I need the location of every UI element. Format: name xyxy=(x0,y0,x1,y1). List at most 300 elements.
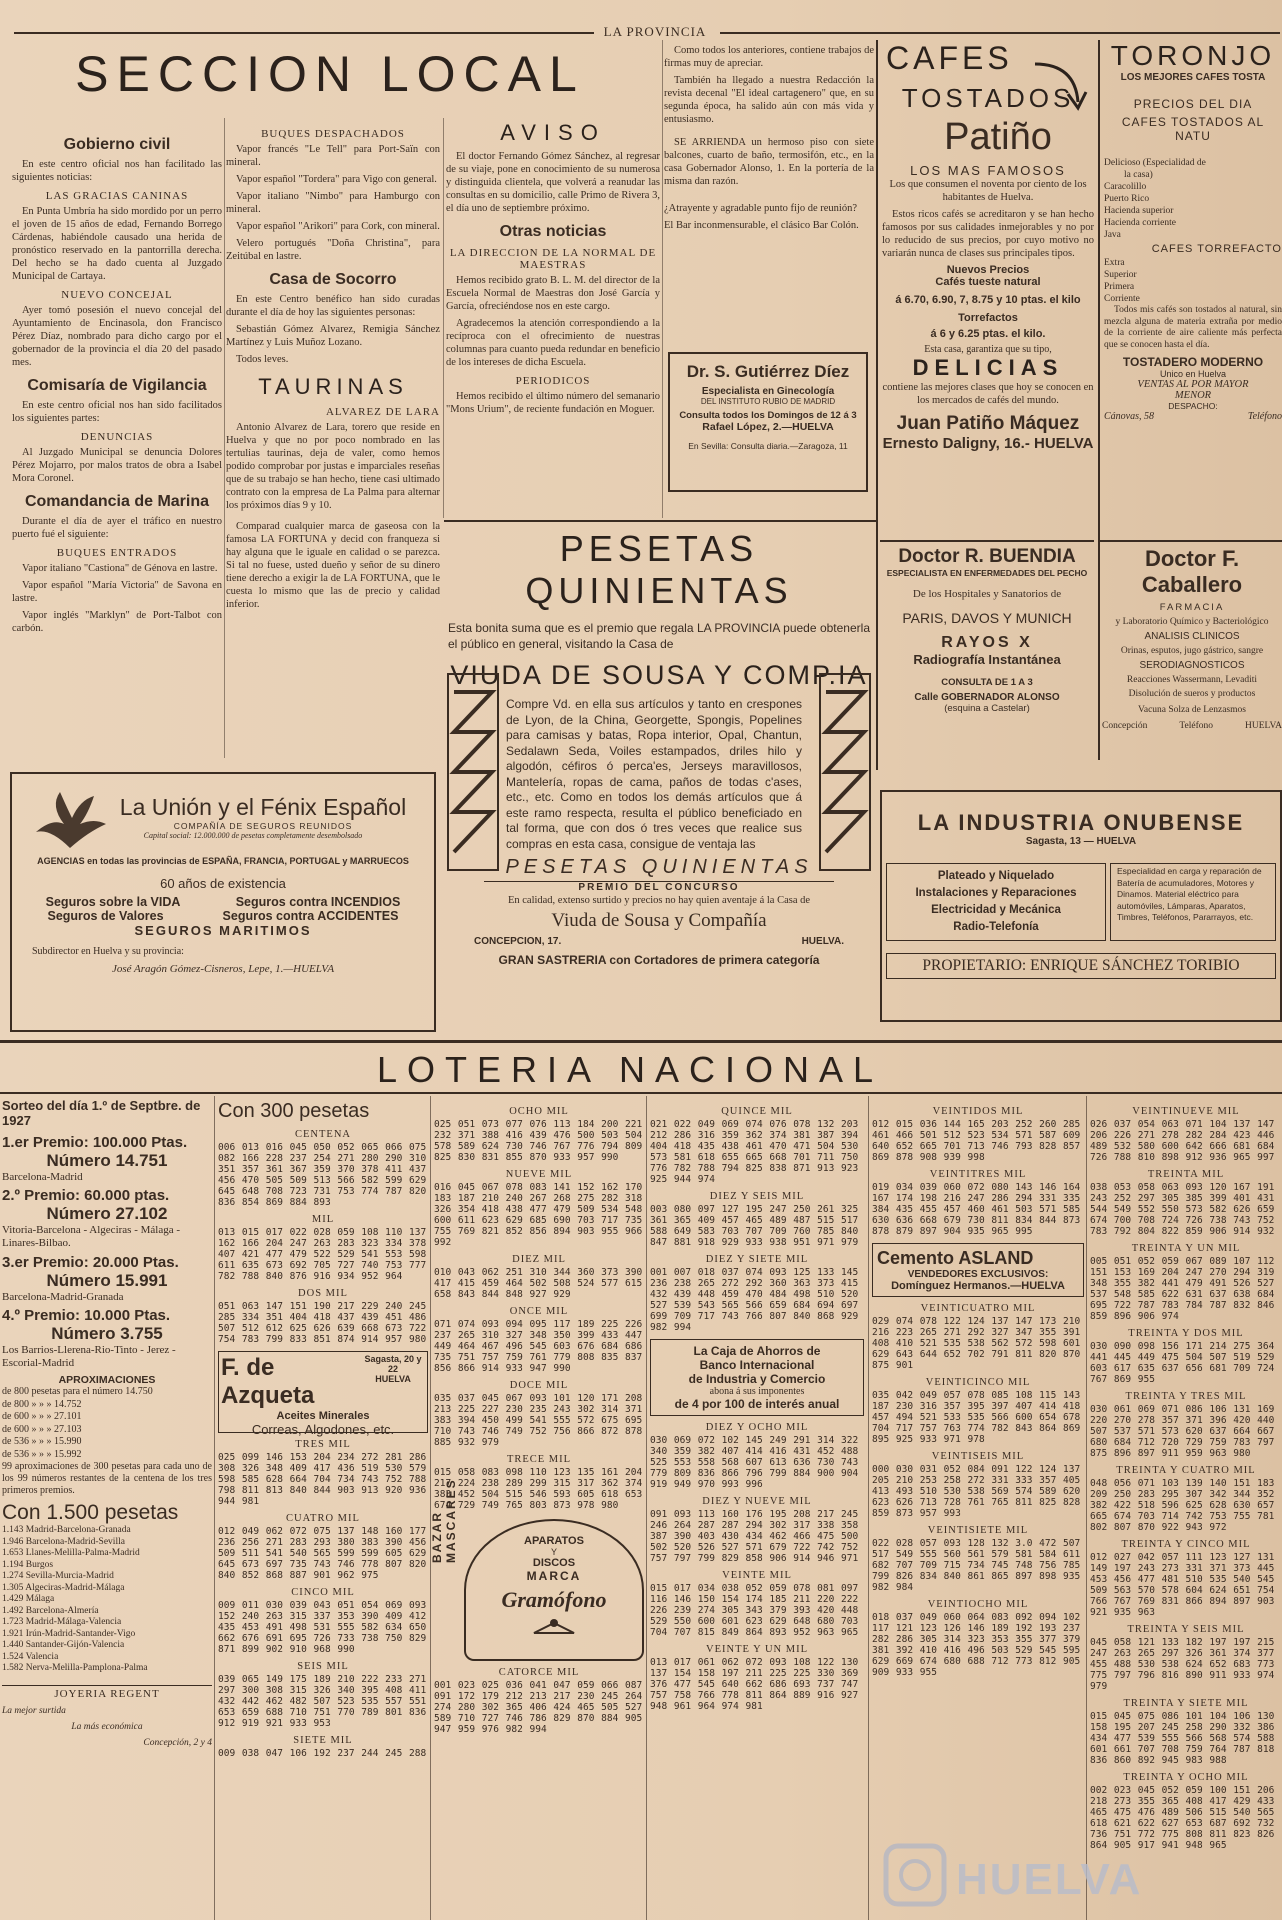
veintidos-mil-numbers: 012 015 036 144 165 203 252 260 285 461 466 501 512 523 534 571 587 609 640 652 665 701 713 746 793 828 857 869 878 908 939 998 xyxy=(872,1119,1081,1163)
asland-l2: Domínguez Hermanos.—HUELVA xyxy=(891,1280,1065,1292)
buendia-l3: PARIS, DAVOS Y MUNICH xyxy=(902,610,1072,626)
caballero-l3: ANALISIS CLINICOS xyxy=(1144,631,1240,642)
otras-p2: Agradecemos la atención correspondiendo a la recíproca con el ofrecimiento de nuestras columnas para cuanto pueda redundar en beneficio de los intereses de dicha Escuela. xyxy=(446,318,660,368)
marina-p2: Vapor italiano "Castiona" de Génova en lastre. xyxy=(22,563,218,574)
cafes-p6: Torrefactos xyxy=(958,312,1018,324)
aproximaciones-title: APROXIMACIONES xyxy=(58,1374,156,1386)
treinta-y-cinco-mil-numbers: 012 027 042 057 111 123 127 131 149 197 243 273 331 371 373 445 453 456 477 481 510 535 540 545 509 563 570 578 604 624 651 754 766 767 769 831 866 894 897 903 921 935 963 xyxy=(1090,1552,1275,1618)
ciudades-3: Barcelona-Madrid-Granada xyxy=(2,1291,124,1303)
toronjo-p1: Todos mis cafés son tostados al natural, sin mezcla alguna de materia extraña por medio de la corriente de aire caliente más perfecta que se conocen hasta el día. xyxy=(1104,305,1282,350)
diez-y-seis-mil-head: DIEZ Y SEIS MIL xyxy=(709,1191,805,1202)
buendia-l7: Calle GOBERNADOR ALONSO xyxy=(914,692,1060,703)
treinta-y-ocho-mil-head: TREINTA Y OCHO MIL xyxy=(1123,1772,1249,1783)
caja-l5: de 4 por 100 de interés anual xyxy=(674,1397,840,1411)
mil-head: MIL xyxy=(311,1214,335,1225)
loteria-col-3 xyxy=(430,1100,644,1920)
con-1500-row: 1.582 Nerva-Melilla-Pamplona-Palma xyxy=(2,1663,148,1673)
treinta-y-cuatro-mil-numbers: 048 056 071 103 139 140 151 183 209 250 283 295 307 342 344 352 382 422 518 596 625 628 630 657 665 674 703 714 742 753 755 781 802 807 870 922 943 972 xyxy=(1090,1478,1275,1533)
veinte-y-un-mil-numbers: 013 017 061 062 072 093 108 122 130 137 154 158 197 211 225 225 330 369 376 477 545 640 662 686 693 737 747 757 758 766 778 811 864 889 916 927 948 961 964 974 981 xyxy=(650,1657,859,1712)
gramofono-l2: Y xyxy=(550,1547,557,1557)
taurinas-p1: Antonio Alvarez de Lara, torero que reside en Huelva y que no por poco nombrado en las tertulias taurinas, deja de valer, como hemos podido comprobar por justas e imparciales reseñas que de su trabajo se han hecho, tiene casi ultimado contrato con la empresa de La Palma para alternar los próximos días 9 y 10. xyxy=(226,422,440,511)
doce-mil-head: DOCE MIL xyxy=(509,1380,569,1391)
premio-2: 2.º Premio: 60.000 ptas. xyxy=(2,1187,170,1204)
premio-3: 3.er Premio: 20.000 Ptas. xyxy=(2,1254,179,1271)
phoenix-icon xyxy=(30,788,110,858)
buendia-l2: De los Hospitales y Sanatorios de xyxy=(912,588,1062,600)
con-1500-row: 1.921 Irún-Madrid-Santander-Vigo xyxy=(2,1628,136,1639)
trece-mil-head: TRECE MIL xyxy=(506,1454,572,1465)
aviso-p1: El doctor Fernando Gómez Sánchez, al regresar de su viaje, pone en conocimiento de su numerosa y distinguida clientela, que volverá a reanudar las consultas en su domicilio, calle Primo de Rivera 3, el día uno de septiembre próximo. xyxy=(446,151,660,214)
vigilancia-p2: Al Juzgado Municipal se denuncia Dolores Pérez Mojarro, por malos tratos de obra a Isabel Mora Coronel. xyxy=(12,447,222,484)
caja-l3: de Industria y Comercio xyxy=(688,1372,826,1386)
con-1500-row: 1.723 Madrid-Málaga-Valencia xyxy=(2,1617,122,1627)
col4-p1: Como todos los anteriores, contiene trabajos de firmas muy de apreciar. xyxy=(664,45,874,69)
pesetas-body: Compre Vd. en ella sus artículos y tanto en crespones de Lyon, de la China, Georgette, Spongis, Popelines para camisas y batas, Ropa interior, Opal, Chantun, Sedalawn Seda, Voiles estampados, driles hilo y algodón, céfiros ó perca'es, Jerseys maravillosos, Mantelería, ropas de cama, paños de todas c'ases, etc., etc. Como en todos los demás artículos que á este ramo respecta, resulta el público beneficiado en tal forma, que con dos ó tres veces que realice sus compras en esta casa, consigue de ventaja las xyxy=(506,697,802,851)
caballero-footer xyxy=(1102,721,1282,731)
toronjo-t5: CAFES TORREFACTO xyxy=(1151,243,1282,255)
left-ornament-icon xyxy=(446,672,500,872)
lot-rule-3 xyxy=(646,1096,647,1920)
industria-title: LA INDUSTRIA ONUBENSE xyxy=(917,810,1245,835)
caballero-l6: Reacciones Wassermann, Levaditi xyxy=(1126,675,1258,685)
aprox-row: de 600 » » » 27.101 xyxy=(2,1411,82,1422)
industria-r1: Especialidad en carga y reparación de Batería de acumuladores, Motores y Dinamos. Material eléctrico para automóviles, Lámparas, Aparatos, Timbres, Teléfonos, Pararrayos, etc. xyxy=(1110,863,1276,941)
otras-sub1: LA DIRECCION DE LA NORMAL DE MAESTRAS xyxy=(449,247,657,271)
joyeria-l3: La más económica xyxy=(71,1721,143,1732)
veinte-mil-numbers: 015 017 034 038 052 059 078 081 097 116 146 150 154 174 185 211 220 222 226 239 274 305 343 379 393 420 448 529 550 600 601 623 629 648 680 703 704 707 815 849 864 893 952 963 965 xyxy=(650,1583,859,1638)
vigilancia-p1: En este centro oficial nos han sido facilitados los siguientes partes: xyxy=(12,400,222,424)
treinta-y-seis-mil-numbers: 045 058 121 133 182 197 197 215 247 263 265 297 326 361 374 377 455 488 530 538 624 652 683 773 775 797 796 816 890 911 933 974 979 xyxy=(1090,1637,1275,1692)
cuatro-mil-head: CUATRO MIL xyxy=(286,1513,360,1524)
column-2 xyxy=(226,122,440,762)
caballero-l8: Vacuna Solza de Lenzasmos xyxy=(1138,705,1246,715)
toronjo-list1-item: Delicioso (Especialidad de xyxy=(1104,158,1206,168)
con-1500-list xyxy=(2,1525,212,1675)
gutierrez-l3: Consulta todos los Domingos de 12 á 3 xyxy=(679,410,857,421)
loteria-bottom-rule xyxy=(0,1092,1282,1094)
despachados-l3: Vapor italiano "Nimbo" para Hamburgo con mineral. xyxy=(226,191,440,215)
top-rule-right xyxy=(720,32,1280,34)
diez-y-ocho-mil-head: DIEZ Y OCHO MIL xyxy=(705,1422,809,1433)
cinco-mil-head: CINCO MIL xyxy=(291,1587,355,1598)
pesetas-addr1: CONCEPCION, 17. xyxy=(474,936,562,947)
gramofono-l3: DISCOS xyxy=(532,1557,576,1569)
treinta-y-ocho-mil-numbers: 002 023 045 052 059 100 151 206 218 273 355 365 408 417 429 433 465 475 476 489 506 515 540 565 618 621 622 627 653 687 692 732 736 751 772 775 808 811 823 826 864 905 917 941 948 965 xyxy=(1090,1785,1275,1851)
buendia-ad xyxy=(880,546,1094,756)
toronjo-t11: Cánovas, 58 xyxy=(1104,411,1154,422)
veinte-mil-head: VEINTE MIL xyxy=(722,1570,792,1581)
caja-l4: abona á sus imponentes xyxy=(709,1386,805,1397)
gobierno-sub1: LAS GRACIAS CANINAS xyxy=(45,190,189,202)
caja-l1: La Caja de Ahorros de xyxy=(693,1344,821,1358)
azqueta-addr1: Sagasta, 20 y 22 xyxy=(364,1354,422,1374)
buendia-name: Doctor R. BUENDIA xyxy=(898,546,1076,567)
tres-mil-head: TRES MIL xyxy=(295,1439,351,1450)
fenix-l2: Capital social: 12.000.000 de pesetas completamente desembolsado xyxy=(143,831,363,840)
ocho-mil-head: OCHO MIL xyxy=(509,1106,569,1117)
toronjo-title: TORONJO xyxy=(1110,40,1276,71)
toronjo-list1-item: la casa) xyxy=(1124,170,1153,180)
toronjo-list1 xyxy=(1104,157,1282,241)
pesetas-sastreria: GRAN SASTRERIA con Cortadores de primera categoría xyxy=(498,953,820,967)
toronjo-t8: VENTAS AL POR MAYOR xyxy=(1137,379,1249,390)
treinta-y-dos-mil-head: TREINTA Y DOS MIL xyxy=(1128,1328,1244,1339)
caballero-name: Doctor F. Caballero xyxy=(1141,546,1243,597)
gutierrez-ad xyxy=(668,352,868,492)
sorteo-title: Sorteo del día 1.º de Septbre. de 1927 xyxy=(2,1098,201,1128)
con-1500-row: 1.524 Valencia xyxy=(2,1651,59,1662)
industria-l3: Electricidad y Mecánica xyxy=(931,904,1061,916)
lot-rule-4 xyxy=(868,1096,869,1920)
loteria-col-6 xyxy=(1090,1100,1282,1920)
column-3 xyxy=(446,118,660,518)
con-300-title: Con 300 pesetas xyxy=(218,1100,370,1122)
loteria-col-4 xyxy=(650,1100,864,1920)
cafes-p4: Cafés tueste natural xyxy=(935,276,1041,288)
toronjo-list1-item: Puerto Rico xyxy=(1104,194,1150,204)
asland-title: Cemento ASLAND xyxy=(877,1248,1034,1268)
veintisiete-mil-head: VEINTISIETE MIL xyxy=(927,1525,1029,1536)
cuatro-mil-numbers: 012 049 062 072 075 137 148 160 177 236 256 271 283 293 380 383 390 456 509 511 541 540 565 599 599 605 629 645 673 697 735 743 746 778 807 820 840 852 868 887 901 962 975 xyxy=(218,1526,427,1581)
trece-mil-numbers: 015 058 083 098 110 123 135 161 204 217 224 238 289 299 315 317 362 374 383 452 504 515 546 593 605 618 653 674 729 749 765 803 873 978 980 xyxy=(434,1467,643,1511)
ciudades-4: Los Barrios-Llerena-Rio-Tinto - Jerez - Escorial-Madrid xyxy=(2,1344,176,1369)
gutierrez-l1: Especialista en Ginecología xyxy=(701,386,835,397)
centena-head: CENTENA xyxy=(295,1129,351,1140)
industria-ad xyxy=(880,790,1282,1022)
veintitres-mil-numbers: 019 034 039 060 072 080 143 146 164 167 174 198 216 247 286 294 331 335 384 435 455 457 460 461 503 571 585 630 636 668 679 730 811 834 844 873 878 879 897 904 935 965 995 xyxy=(872,1182,1081,1237)
despachados-l5: Velero portugués "Doña Christina", para Zeitúbal en lastre. xyxy=(226,238,440,262)
despachados-title: BUQUES DESPACHADOS xyxy=(261,128,405,140)
treinta-y-cuatro-mil-head: TREINTA Y CUATRO MIL xyxy=(1116,1465,1256,1476)
buendia-l4: RAYOS X xyxy=(941,634,1033,651)
gutierrez-l2: DEL INSTITUTO RUBIO DE MADRID xyxy=(700,397,836,406)
toronjo-list2-item: Primera xyxy=(1104,282,1135,292)
pesetas-title: PESETAS QUINIENTAS xyxy=(525,528,793,611)
buendia-rule xyxy=(880,540,1094,542)
toronjo-list2-item: Superior xyxy=(1104,270,1137,280)
lot-rule-5 xyxy=(1086,1096,1087,1920)
fenix-l8: Subdirector en Huelva y su provincia: xyxy=(32,946,184,957)
toronjo-list2 xyxy=(1104,257,1282,305)
col-rule-1 xyxy=(224,118,225,758)
column-4 xyxy=(664,44,874,354)
asland-ad xyxy=(872,1243,1084,1297)
cafes-p10: contiene las mejores clases que hoy se conocen en los mercados de cafés del mundo. xyxy=(882,382,1094,406)
quince-mil-head: QUINCE MIL xyxy=(721,1106,793,1117)
azqueta-ad xyxy=(218,1351,428,1437)
treinta-y-tres-mil-head: TREINTA Y TRES MIL xyxy=(1125,1391,1247,1402)
socorro-p2: Sebastián Gómez Alvarez, Remigia Sánchez Martínez y Luis Muñoz Lozano. xyxy=(226,324,440,348)
veintiocho-mil-numbers: 018 037 049 060 064 083 092 094 102 117 121 123 126 146 189 192 193 237 282 286 305 314 323 353 355 377 379 381 392 410 416 496 503 529 545 595 629 669 674 680 688 712 773 812 905 909 933 955 xyxy=(872,1612,1081,1678)
col4-p2: También ha llegado a nuestra Redacción la revista decenal "El ideal cartagenero" que, en su segunda época, ha salido aún con más vida y entusiasmo. xyxy=(664,75,874,125)
veinticuatro-mil-numbers: 029 074 078 122 124 137 147 173 210 216 223 265 271 292 327 347 355 391 408 410 521 535 538 562 572 598 601 629 643 644 652 702 791 811 820 870 875 901 xyxy=(872,1316,1081,1371)
toronjo-t12: Teléfono xyxy=(1247,411,1282,422)
azqueta-l1: Aceites Minerales xyxy=(276,1410,370,1422)
veintiocho-mil-head: VEINTIOCHO MIL xyxy=(927,1599,1029,1610)
azqueta-name: F. de Azqueta xyxy=(221,1354,315,1409)
pesetas-title2: PESETAS QUINIENTAS xyxy=(505,856,813,878)
socorro-title: Casa de Socorro xyxy=(269,271,397,288)
premio-4: 4.º Premio: 10.000 Ptas. xyxy=(2,1307,171,1324)
treinta-y-siete-mil-head: TREINTA Y SIETE MIL xyxy=(1123,1698,1249,1709)
diez-y-nueve-mil-numbers: 091 093 113 160 176 195 208 217 245 246 264 287 287 294 302 317 338 358 387 390 403 430 434 462 466 475 500 502 520 526 527 571 679 722 742 752 757 797 799 829 858 906 914 946 971 xyxy=(650,1509,859,1564)
gramofono-l4: MARCA xyxy=(526,1569,582,1583)
aprox-row: de 800 pesetas para el número 14.750 xyxy=(2,1386,153,1397)
veintiseis-mil-head: VEINTISEIS MIL xyxy=(931,1451,1025,1462)
delicias: DELICIAS xyxy=(912,355,1064,380)
caja-ahorros-ad xyxy=(650,1339,864,1416)
veintinueve-mil-head: VEINTINUEVE MIL xyxy=(1132,1106,1240,1117)
gobierno-p2: En Punta Umbría ha sido mordido por un perro el joven de 15 años de edad, Fernando Borrego Cárdenas, habiéndole causado una herida de pronóstico reservado en la pantorrilla derecha. Del hecho se ha dado cuenta al Juzgado Municipal de Cartaya. xyxy=(12,206,222,282)
gramofono-frame xyxy=(464,1519,644,1661)
veintiseis-mil-numbers: 000 030 031 052 084 091 122 124 137 205 210 253 258 272 331 333 357 405 413 493 510 530 538 569 574 589 620 623 626 713 728 761 765 811 825 828 859 873 957 993 xyxy=(872,1464,1081,1519)
centena-numbers: 006 013 016 045 050 052 065 066 075 082 166 228 237 254 271 280 290 310 351 357 361 367 359 370 378 411 437 456 470 505 509 513 566 582 599 629 645 648 708 723 731 753 774 787 820 836 854 869 884 893 xyxy=(218,1142,427,1208)
cafes-p8: Esta casa, garantiza que su tipo, xyxy=(924,344,1052,355)
toronjo-t3: PRECIOS DEL DIA xyxy=(1133,97,1253,111)
pesetas-viuda2: Viuda de Sousa y Compañía xyxy=(551,910,767,931)
col4-p4: ¿Atrayente y agradable punto fijo de reunión? xyxy=(664,203,858,214)
aproximaciones-list xyxy=(2,1386,212,1461)
aprox-row: de 800 » » » 14.752 xyxy=(2,1398,82,1410)
veintinueve-mil-numbers: 026 037 054 063 071 104 137 147 206 226 271 278 282 284 423 446 489 532 580 600 642 666 681 684 726 788 810 898 912 936 965 997 xyxy=(1090,1119,1275,1163)
numero-4: Número 3.755 xyxy=(51,1324,163,1343)
diez-mil-head: DIEZ MIL xyxy=(512,1254,566,1265)
industria-l1: Plateado y Niquelado xyxy=(937,870,1055,882)
industria-left xyxy=(886,863,1106,941)
cinco-mil-numbers: 009 011 030 039 043 051 054 069 093 152 240 263 315 337 353 390 409 412 435 453 491 498 531 555 582 634 650 662 676 691 695 726 733 738 750 829 871 899 902 910 968 990 xyxy=(218,1600,427,1655)
cafes-p2: Estos ricos cafés se acreditaron y se han hecho famosos por sus calidades inmejorables y no por lo reducido de sus precios, por cuyo motivo no variarán nunca de clases sus principales tipos. xyxy=(882,209,1094,259)
cafes-owner: Juan Patiño Máquez xyxy=(896,413,1080,434)
treinta-y-tres-mil-numbers: 030 061 069 071 086 106 131 169 220 270 278 357 371 396 420 440 507 537 571 573 620 637 664 667 680 684 712 720 729 759 783 797 875 896 897 911 959 963 980 xyxy=(1090,1404,1275,1459)
socorro-p1: En este Centro benéfico han sido curadas durante el día de hoy las siguientes personas: xyxy=(226,294,440,318)
masthead: LA PROVINCIA xyxy=(603,24,707,39)
despachados-l2: Vapor español "Tordera" para Vigo con general. xyxy=(236,174,437,185)
dos-mil-numbers: 051 063 147 151 190 217 229 240 245 285 334 351 404 418 437 439 451 486 507 512 612 625 626 639 668 673 722 754 783 799 833 851 874 914 957 980 xyxy=(218,1301,427,1345)
gutierrez-name: Dr. S. Gutiérrez Díez xyxy=(686,362,850,381)
caballero-l2: y Laboratorio Químico y Bacteriológico xyxy=(1115,617,1269,627)
con-1500-row: 1.143 Madrid-Barcelona-Granada xyxy=(2,1525,131,1535)
caballero-l4: Orinas, esputos, jugo gástrico, sangre xyxy=(1120,646,1264,656)
fenix-row1 xyxy=(18,895,428,909)
fenix-l4: 60 años de existencia xyxy=(160,876,286,891)
pesetas-premio: PREMIO DEL CONCURSO xyxy=(484,881,834,893)
treinta-y-un-mil-numbers: 005 051 052 059 067 089 107 112 151 153 169 204 247 270 294 319 348 355 382 441 479 491 526 527 537 548 585 622 631 637 638 684 695 722 787 783 784 787 832 846 859 896 906 974 xyxy=(1090,1256,1275,1322)
industria-l4: Radio-Telefonía xyxy=(953,921,1039,933)
col-rule-3 xyxy=(662,40,663,518)
toronjo-ad xyxy=(1104,40,1282,520)
fenix-l3: AGENCIAS en todas las provincias de ESPAÑA, FRANCIA, PORTUGAL y MARRUECOS xyxy=(37,856,409,866)
col-rule-2 xyxy=(443,118,444,518)
right-ornament-icon xyxy=(818,672,872,872)
loteria-col-1 xyxy=(2,1098,212,1920)
treinta-mil-numbers: 038 053 058 063 093 120 167 191 243 252 297 305 385 399 401 431 544 549 552 550 573 582 626 659 674 700 708 724 726 738 743 752 783 792 804 822 859 906 914 932 xyxy=(1090,1182,1275,1237)
toronjo-list2-item: Corriente xyxy=(1104,294,1140,304)
con-1500-row: 1.440 Santander-Gijón-Valencia xyxy=(2,1640,125,1650)
joyeria-l4: Concepción, 2 y 4 xyxy=(143,1737,212,1748)
taurinas-sub1: ALVAREZ DE LARA xyxy=(325,406,440,418)
dos-mil-head: DOS MIL xyxy=(298,1288,348,1299)
caballero-l5: SERODIAGNOSTICOS xyxy=(1139,660,1245,671)
treinta-y-cinco-mil-head: TREINTA Y CINCO MIL xyxy=(1121,1539,1251,1550)
column-1 xyxy=(12,128,222,758)
vigilancia-title: Comisaría de Vigilancia xyxy=(27,377,207,394)
pesetas-addr xyxy=(444,936,874,947)
toronjo-list1-item: Hacienda superior xyxy=(1104,206,1174,216)
despachados-l1: Vapor francés "Le Tell" para Port-Saïn con mineral. xyxy=(226,144,440,168)
gutierrez-l5: En Sevilla: Consulta diaria.—Zaragoza, 11 xyxy=(688,441,848,451)
caballero-l1: FARMACIA xyxy=(1159,602,1225,613)
catorce-mil-numbers: 001 023 025 036 041 047 059 066 087 091 172 179 212 213 217 230 245 264 274 280 302 365 406 424 465 505 527 589 710 727 746 786 829 870 884 905 947 959 976 982 994 xyxy=(434,1680,643,1735)
quince-mil-numbers: 021 022 049 069 074 076 078 132 203 212 286 316 359 362 374 381 387 394 404 418 435 438 461 470 471 504 530 573 581 618 655 665 668 701 711 750 776 782 788 794 825 838 871 913 923 925 944 974 xyxy=(650,1119,859,1185)
fenix-l6b: Seguros contra ACCIDENTES xyxy=(222,909,399,923)
seis-mil-head: SEIS MIL xyxy=(297,1661,349,1672)
asland-l1: VENDEDORES EXCLUSIVOS: xyxy=(907,1269,1049,1280)
loteria-title: LOTERIA NACIONAL xyxy=(376,1049,884,1090)
con-1500-row: 1.492 Barcelona-Almería xyxy=(2,1605,99,1616)
fenix-l1: COMPAÑÍA DE SEGUROS REUNIDOS xyxy=(173,821,353,831)
toronjo-t10: DESPACHO: xyxy=(1168,401,1218,411)
caballero-l9: Concepción xyxy=(1102,721,1148,731)
toronjo-list1-item: Hacienda corriente xyxy=(1104,218,1176,228)
diez-mil-numbers: 010 043 062 251 310 344 360 373 390 417 415 459 464 502 508 524 577 615 658 843 844 848 927 929 xyxy=(434,1267,643,1300)
lot-rule-1 xyxy=(214,1096,215,1920)
cafes-p1: Los que consumen el noventa por ciento de los habitantes de Huelva. xyxy=(889,179,1087,203)
nueve-mil-numbers: 016 045 067 078 083 141 152 162 170 183 187 210 240 267 268 275 282 318 326 354 418 438 477 479 509 534 548 600 611 623 629 685 690 703 717 735 755 769 821 852 856 894 903 955 966 992 xyxy=(434,1182,643,1248)
doce-mil-numbers: 035 037 045 067 093 101 120 171 208 213 225 227 230 235 243 302 314 371 383 394 450 499 541 555 572 675 695 710 743 746 749 752 756 866 872 878 885 932 979 xyxy=(434,1393,643,1448)
patino-title: Patiño xyxy=(944,116,1052,158)
ciudades-1: Barcelona-Madrid xyxy=(2,1171,83,1183)
caballero-l7: Disolución de sueros y productos xyxy=(1128,689,1256,699)
socorro-p3: Todos leves. xyxy=(236,354,289,365)
fenix-l7: SEGUROS MARITIMOS xyxy=(134,923,312,938)
fenix-l5b: Seguros contra INCENDIOS xyxy=(235,895,401,909)
fenix-l6a: Seguros de Valores xyxy=(47,909,164,923)
con-1500-row: 1.274 Sevilla-Murcia-Madrid xyxy=(2,1571,114,1581)
ocho-mil-numbers: 025 051 073 077 076 113 184 200 221 232 371 388 416 439 476 500 503 504 578 589 624 730 746 767 776 794 809 825 830 831 855 870 933 957 990 xyxy=(434,1119,643,1163)
top-rule-left xyxy=(14,32,594,34)
pesetas-p1: Esta bonita suma que es el premio que regala LA PROVINCIA puede obtenerla el público en general, visitando la Casa de xyxy=(448,621,870,651)
treinta-y-un-mil-head: TREINTA Y UN MIL xyxy=(1131,1243,1241,1254)
cafes-p5: á 6.70, 6.90, 7, 8.75 y 10 ptas. el kilo xyxy=(895,294,1081,306)
industria-body xyxy=(886,863,1276,941)
siete-mil-head: SIETE MIL xyxy=(293,1735,353,1746)
cafes-p7: á 6 y 6.25 ptas. el kilo. xyxy=(930,328,1046,340)
nueve-mil-head: NUEVE MIL xyxy=(505,1169,573,1180)
gramofono-side: BAZAR MASCARES xyxy=(430,1478,458,1563)
col4-p3: SE ARRIENDA un hermoso piso con siete balcones, cuarto de baño, termosifón, etc., en la casa Gobernador Alonso, 1. En la portería de la misma dan razón. xyxy=(664,137,874,187)
caballero-l11: HUELVA xyxy=(1245,721,1282,731)
diez-y-ocho-mil-numbers: 030 069 072 102 145 249 291 314 322 340 359 382 407 414 416 431 452 488 525 553 558 568 607 613 636 730 743 779 809 836 866 796 799 884 900 904 919 949 970 993 996 xyxy=(650,1435,859,1490)
veinte-y-un-mil-head: VEINTE Y UN MIL xyxy=(706,1644,808,1655)
veintitres-mil-head: VEINTITRES MIL xyxy=(929,1169,1027,1180)
otras-p3: Hemos recibido el último número del semanario "Mons Urium", de reciente fundación en Moguer. xyxy=(446,391,660,415)
despachados-l4: Vapor español "Arikori" para Cork, con mineral. xyxy=(236,221,440,232)
industria-l2: Instalaciones y Reparaciones xyxy=(915,887,1077,899)
veintisiete-mil-numbers: 022 028 057 093 128 132 3.0 472 507 517 549 555 560 561 579 581 584 611 682 707 709 715 734 745 748 756 785 799 826 834 840 861 865 897 898 935 982 984 xyxy=(872,1538,1081,1593)
cafes-title: CAFES xyxy=(886,40,1013,76)
toronjo-list2-item: Extra xyxy=(1104,258,1125,268)
siete-mil-numbers: 009 038 047 106 192 237 244 245 288 xyxy=(218,1748,427,1759)
industria-owner: PROPIETARIO: ENRIQUE SÁNCHEZ TORIBIO xyxy=(886,953,1276,979)
treinta-y-seis-mil-head: TREINTA Y SEIS MIL xyxy=(1127,1624,1245,1635)
industria-addr: Sagasta, 13 — HUELVA xyxy=(1025,836,1137,847)
aprox-row: de 600 » » » 27.103 xyxy=(2,1423,82,1435)
cafes-addr: Ernesto Daligny, 16.- HUELVA xyxy=(882,435,1094,452)
veinticinco-mil-head: VEINTICINCO MIL xyxy=(925,1377,1031,1388)
vigilancia-sub1: DENUNCIAS xyxy=(80,431,154,443)
tostados-title: TOSTADOS xyxy=(901,83,1075,113)
col-rule-5 xyxy=(1098,40,1100,760)
toronjo-t4: CAFES TOSTADOS AL NATU xyxy=(1121,115,1265,143)
marina-title: Comandancia de Marina xyxy=(24,493,210,510)
col4-p5: El Bar inconmensurable, el clásico Bar Colón. xyxy=(664,220,859,231)
aprox-row: de 536 » » » 15.990 xyxy=(2,1436,82,1447)
taurinas-title: TAURINAS xyxy=(258,374,408,399)
diez-y-nueve-mil-head: DIEZ Y NUEVE MIL xyxy=(702,1496,812,1507)
treinta-y-dos-mil-numbers: 030 090 098 156 171 214 275 364 441 445 449 475 504 507 519 529 603 617 635 637 656 681 709 724 767 869 955 xyxy=(1090,1341,1275,1385)
gutierrez-l4: Rafael López, 2.—HUELVA xyxy=(702,421,834,433)
con-1500-row: 1.653 Llanes-Melilla-Palma-Madrid xyxy=(2,1548,140,1558)
otras-title: Otras noticias xyxy=(499,223,607,240)
veinticuatro-mil-head: VEINTICUATRO MIL xyxy=(920,1303,1036,1314)
fenix-ad xyxy=(10,772,436,1032)
gobierno-sub2: NUEVO CONCEJAL xyxy=(61,289,173,301)
ciudades-2: Vitoria-Barcelona - Algeciras - Málaga - Linares-Bilbao. xyxy=(2,1224,181,1249)
pesetas-viuda: VIUDA DE SOUSA Y COMP.IA xyxy=(450,660,868,690)
numero-2: Número 27.102 xyxy=(46,1204,168,1223)
joyeria-title: JOYERIA REGENT xyxy=(2,1685,212,1700)
con-1500-row: 1.305 Algeciras-Madrid-Málaga xyxy=(2,1582,125,1593)
buendia-l8: (esquina a Castelar) xyxy=(944,703,1030,714)
toronjo-t2: LOS MEJORES CAFES TOSTA xyxy=(1120,72,1266,83)
seis-mil-numbers: 039 065 149 175 189 210 222 233 271 297 300 308 315 326 340 395 408 411 432 442 462 482 507 523 535 557 551 653 659 688 710 751 770 789 801 836 912 919 921 933 953 xyxy=(218,1674,427,1729)
buendia-l6: CONSULTA DE 1 A 3 xyxy=(941,677,1033,688)
once-mil-numbers: 071 074 093 094 095 117 189 225 226 237 265 310 327 348 350 399 433 447 449 464 467 496 545 603 676 684 686 735 751 757 759 761 779 808 835 837 856 866 914 933 947 990 xyxy=(434,1319,643,1374)
azqueta-l2: Correas, Algodones, etc. xyxy=(251,1422,395,1437)
toronjo-list1-item: Java xyxy=(1104,230,1121,240)
gobierno-title: Gobierno civil xyxy=(63,136,171,153)
numero-1: Número 14.751 xyxy=(46,1151,168,1170)
otras-p1: Hemos recibido grato B. L. M. del director de la Escuela Normal de Maestras don José García y García, ofreciéndose nos en este cargo. xyxy=(446,275,660,312)
marina-p4: Vapor inglés "Marklyn" de Port-Talbot con carbón. xyxy=(12,610,222,634)
cafes-p3: Nuevos Precios xyxy=(946,264,1030,276)
aprox-row: de 536 » » » 15.992 xyxy=(2,1448,82,1460)
diez-y-seis-mil-numbers: 003 080 097 127 195 247 250 261 325 361 365 409 457 465 489 487 515 517 588 649 583 703 707 709 760 785 840 847 881 918 929 933 938 951 971 979 xyxy=(650,1204,859,1248)
aprox-note: 99 aproximaciones de 300 pesetas para cada uno de los 99 números restantes de la centena de los tres primeros premios. xyxy=(2,1461,212,1496)
pesetas-p2: En calidad, extenso surtido y precios no hay quien aventaje á la Casa de xyxy=(507,895,811,906)
tres-mil-numbers: 025 099 146 153 204 234 272 281 286 308 326 348 409 417 436 519 530 579 598 585 628 664 704 734 743 752 788 798 811 813 840 844 903 913 920 936 944 981 xyxy=(218,1452,427,1507)
marina-sub1: BUQUES ENTRADOS xyxy=(56,547,178,559)
toronjo-list1-item: Caracolillo xyxy=(1104,182,1147,192)
con-1500-row: 1.429 Málaga xyxy=(2,1594,55,1604)
fenix-l9: José Aragón Gómez-Cisneros, Lepe, 1.—HUELVA xyxy=(111,963,335,975)
buendia-l5: Radiografía Instantánea xyxy=(913,652,1061,667)
otras-sub2: PERIODICOS xyxy=(515,375,591,387)
loteria-top-rule xyxy=(0,1040,1282,1043)
marina-p1: Durante el día de ayer el tráfico en nuestro puerto fué el siguiente: xyxy=(12,516,222,540)
gaseosa-p: Comparad cualquier marca de gaseosa con la famosa LA FORTUNA y decid con franqueza si hay alguna que le iguale en calidad o se parezca. Si tal no fuese, usted dueño y señor de su dinero tiene derecho a exigir la de LA FORTUNA, que le cuesta lo mismo que las de precio y calidad inferior. xyxy=(226,521,440,610)
premio-1: 1.er Premio: 100.000 Ptas. xyxy=(2,1134,188,1151)
fenix-l5a: Seguros sobre la VIDA xyxy=(45,895,181,909)
pesetas-top-rule xyxy=(444,520,876,522)
loteria-col-2 xyxy=(218,1100,428,1920)
diez-y-siete-mil-head: DIEZ Y SIETE MIL xyxy=(705,1254,809,1265)
gobierno-p1: En este centro oficial nos han facilitado las siguientes noticias: xyxy=(12,159,222,183)
azqueta-addr2: HUELVA xyxy=(375,1374,411,1384)
fenix-row2 xyxy=(18,909,428,923)
caballero-rule xyxy=(1100,540,1282,542)
veintidos-mil-head: VEINTIDOS MIL xyxy=(932,1106,1024,1117)
